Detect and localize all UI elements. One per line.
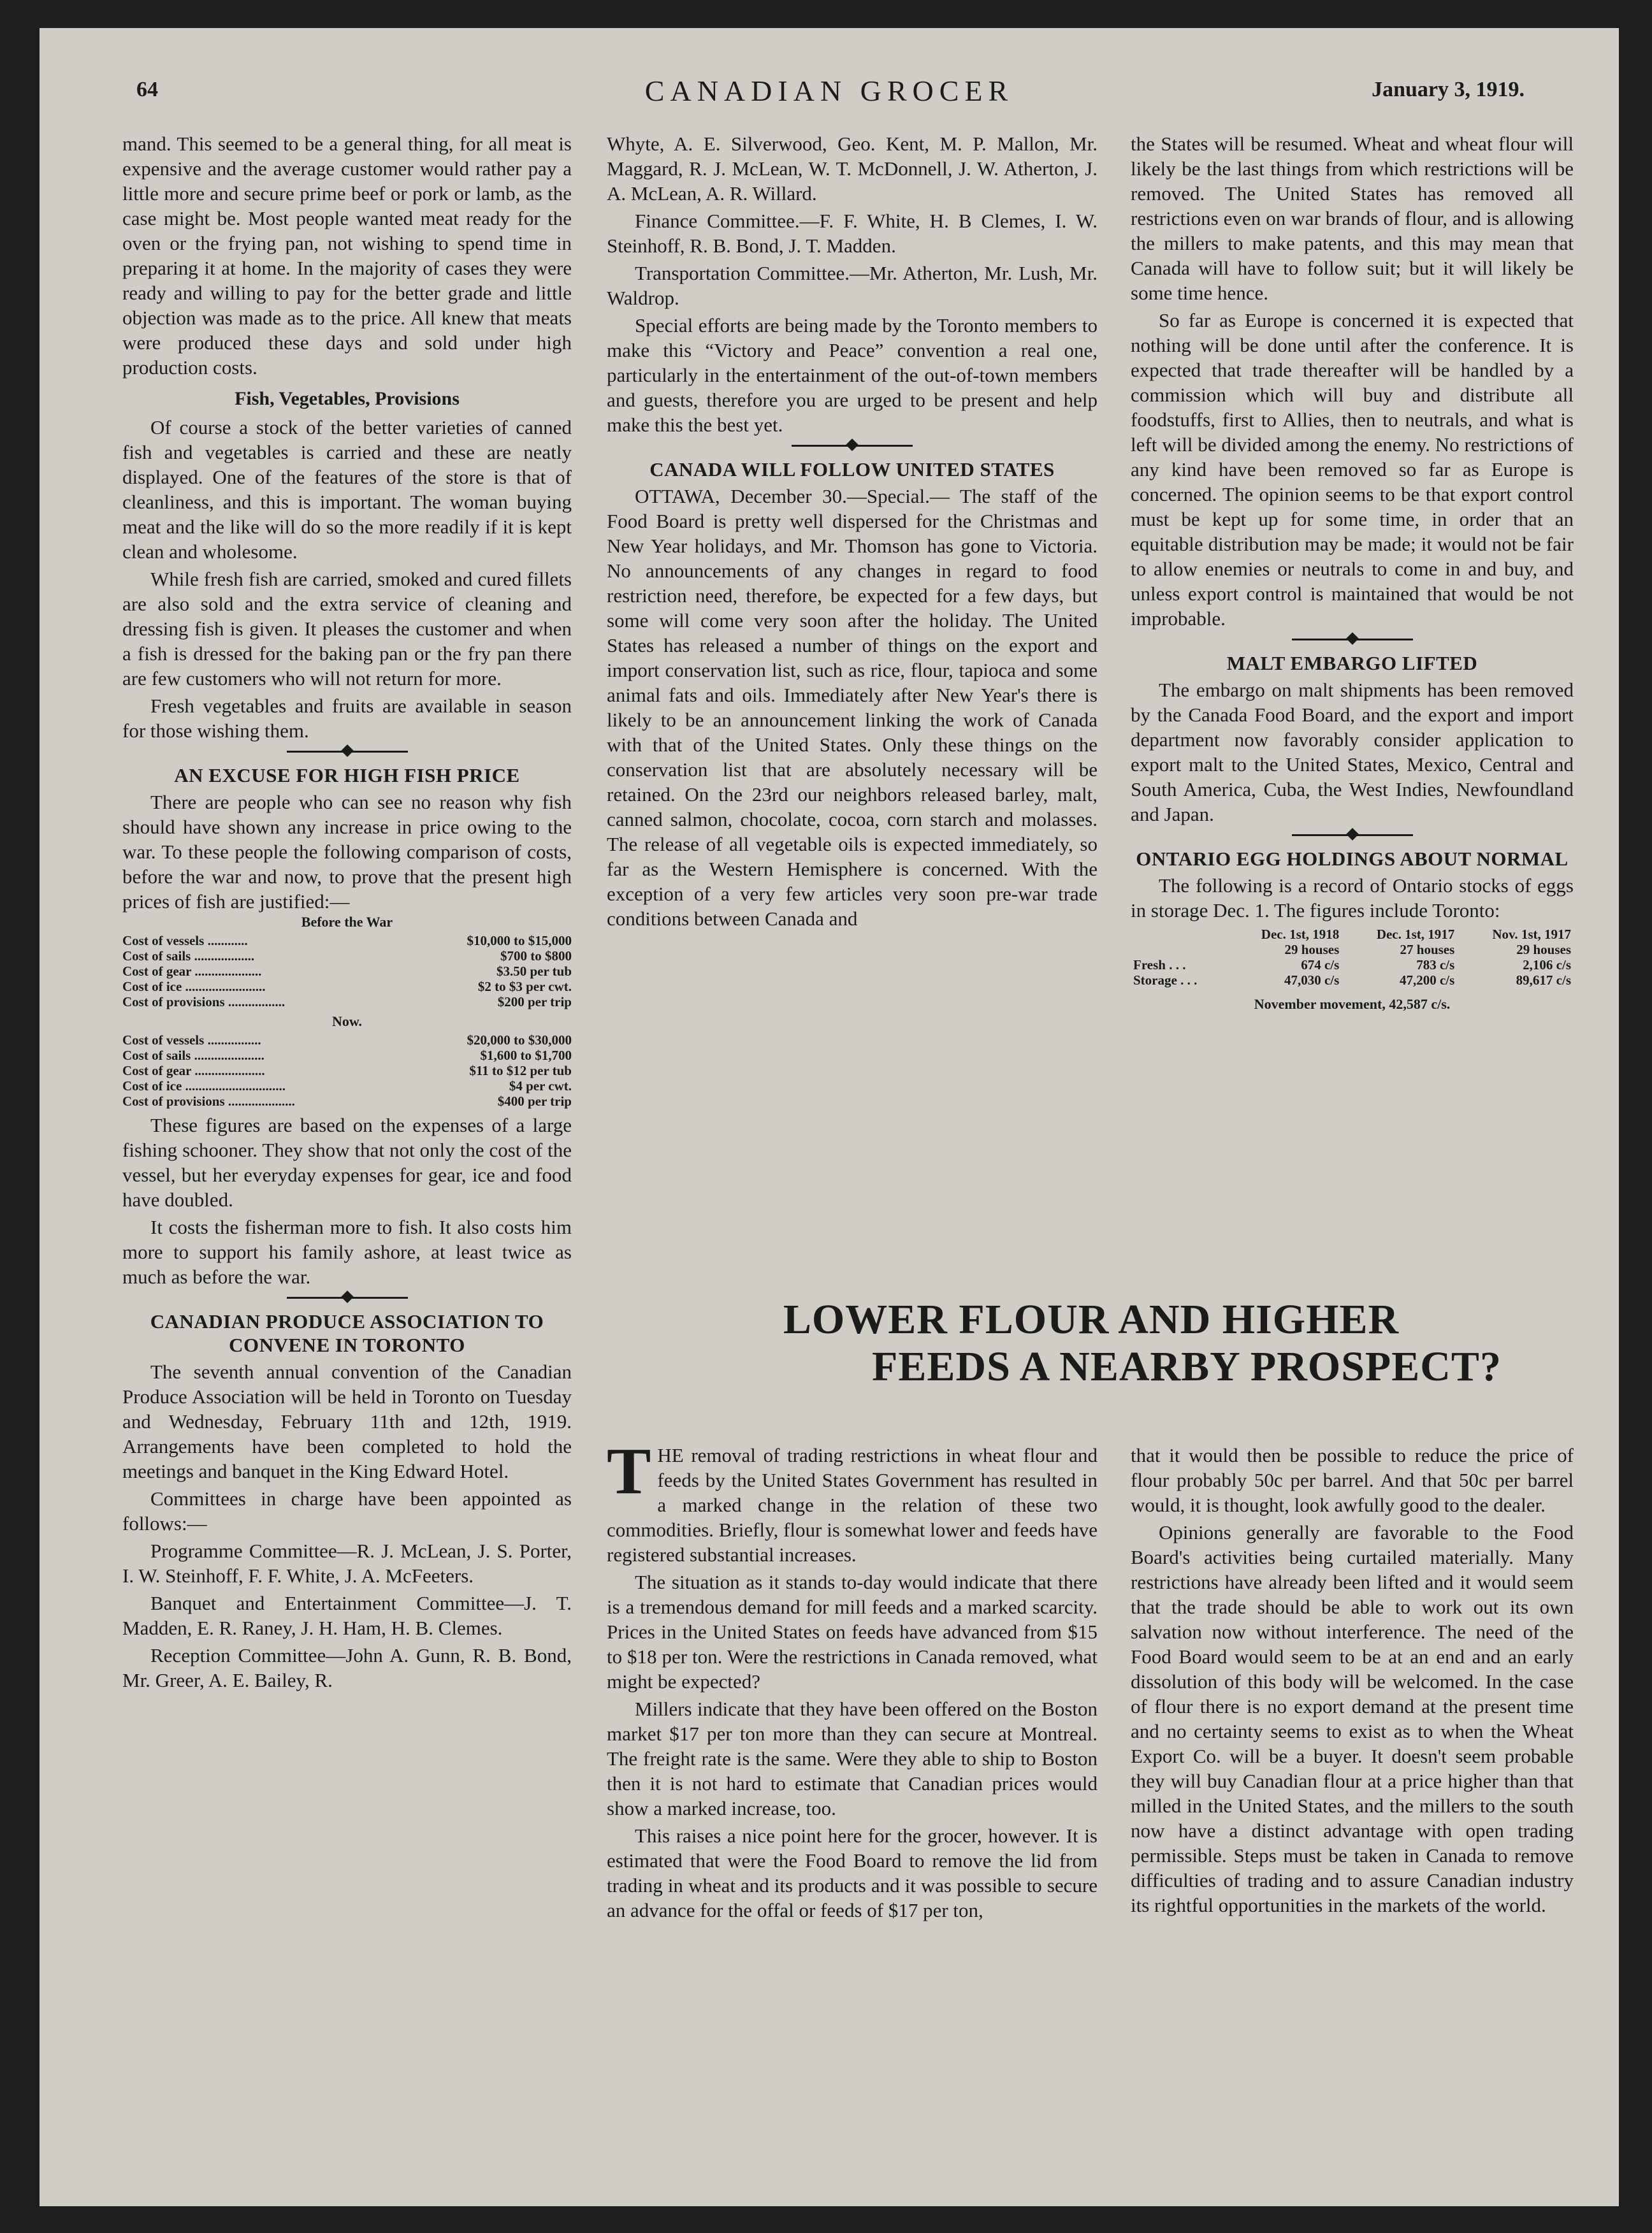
column-1 (122, 131, 572, 1693)
headline-line-1: LOWER FLOUR AND HIGHER (783, 1296, 1400, 1343)
table-header: Dec. 1st, 1917 (1376, 927, 1455, 942)
divider-rule (1131, 827, 1574, 843)
cost-item: Cost of vessels ................ (122, 1032, 261, 1048)
table-cell: 783 c/s (1416, 957, 1455, 972)
paragraph: Of course a stock of the better varieties of canned fish and vegetables is carried and these are neatly displayed. One of the features of the store is that of cleanliness, and this is important. The woman buying meat and the like will do so the more readily if it is kept clean and wholesome. (122, 416, 572, 563)
cost-value: $200 per trip (497, 994, 572, 1009)
paragraph: Special efforts are being made by the Toronto members to make this “Victory and Peace” convention a real one, particularly in the entertainment of the out-of-town members and guests, therefore you are urged to be present and help make this the best yet. (607, 314, 1098, 436)
cost-value: $3.50 per tub (496, 964, 572, 979)
table-cell: 29 houses (1516, 942, 1571, 957)
cost-value: $4 per cwt. (509, 1078, 572, 1094)
cost-item: Cost of provisions ................. (122, 994, 286, 1009)
article-headline: CANADA WILL FOLLOW UNITED STATES (649, 458, 1055, 481)
table-cell (1131, 942, 1226, 957)
paragraph: Banquet and Entertainment Committee—J. T. Madden, E. R. Raney, J. H. Ham, H. B. Clemes. (122, 1592, 572, 1639)
paragraph: Whyte, A. E. Silverwood, Geo. Kent, M. P. Mallon, Mr. Maggard, R. J. McLean, W. T. McDonnell, J. W. Atherton, J. A. McLean, A. R. Willard. (607, 133, 1098, 205)
table-cell: 2,106 c/s (1523, 957, 1571, 972)
paragraph (607, 1434, 1098, 1567)
table-row (122, 1032, 572, 1048)
cost-item: Cost of ice ........................ (122, 979, 266, 994)
article-headline: ONTARIO EGG HOLDINGS ABOUT NORMAL (1136, 848, 1569, 870)
paragraph: The following is a record of Ontario stocks of eggs in storage Dec. 1. The figures include Toronto: (1131, 874, 1574, 921)
paragraph: Transportation Committee.—Mr. Atherton, Mr. Lush, Mr. Waldrop. (607, 262, 1098, 309)
feature-headline (594, 1296, 1588, 1391)
paragraph: Reception Committee—John A. Gunn, R. B. Bond, Mr. Greer, A. E. Bailey, R. (122, 1644, 572, 1691)
headline-line-2: FEEDS A NEARBY PROSPECT? (872, 1343, 1502, 1390)
divider-rule (1131, 631, 1574, 647)
table-cell: 89,617 c/s (1516, 972, 1571, 988)
table-cell: 47,030 c/s (1284, 972, 1340, 988)
paragraph: mand. This seemed to be a general thing, for all meat is expensive and the average customer would rather pay a little more and secure prime beef or pork or lamb, as the case might be. Most people wanted meat ready for the oven or the frying pan, not wishing to spend time in preparing it at home. In the majority of cases they were ready and willing to pay for the better grade and little objection was made as to the price. All knew that meats were produced these days and sold under high production costs. (122, 133, 572, 379)
cost-item: Cost of vessels ............ (122, 933, 248, 948)
table-header: Nov. 1st, 1917 (1492, 927, 1571, 942)
paragraph: Programme Committee—R. J. McLean, J. S. Porter, I. W. Steinhoff, F. F. White, J. A. McFeeters. (122, 1540, 572, 1587)
table-header-row (1131, 927, 1574, 942)
table-row (1131, 972, 1574, 988)
table-row (122, 979, 572, 994)
column-3 (1131, 131, 1574, 1016)
paragraph: The embargo on malt shipments has been removed by the Canada Food Board, and the export and import department now favorably consider application to export malt to the United States, Mexico, Central and South America, Cuba, the West Indies, Newfoundland and Japan. (1131, 679, 1574, 825)
feature-column-1 (607, 1434, 1098, 1923)
cost-value: $1,600 to $1,700 (480, 1048, 572, 1063)
drop-cap: T (607, 1434, 651, 1508)
cost-value: $20,000 to $30,000 (467, 1032, 572, 1048)
page-number: 64 (136, 78, 158, 101)
cost-value: $10,000 to $15,000 (467, 933, 572, 948)
table-row (122, 948, 572, 964)
paragraph: So far as Europe is concerned it is expected that nothing will be done until after the conference. It is expected that trade thereafter will be handled by a commission which will buy and distribute all foodstuffs, first to Allies, then to neutrals, and what is left will be divided among the enemy. No restrictions of any kind have been removed so far as Europe is concerned. The opinion seems to be that export control must be kept up for some time, in order that an equitable distribution may be made; it would not be fair to allow enemies or neutrals to come in and buy, and unless export control is maintained that would be not improbable. (1131, 309, 1574, 630)
paragraph: These figures are based on the expenses of a large fishing schooner. They show that not only the cost of the vessel, but her everyday expenses for gear, ice and food have doubled. (122, 1114, 572, 1211)
article-headline: MALT EMBARGO LIFTED (1226, 652, 1478, 674)
paragraph: While fresh fish are carried, smoked and cured fillets are also sold and the extra service of cleaning and dressing fish is given. It pleases the customer and when a fish is dressed for the baking pan or the fry pan there are few customers who will not return for more. (122, 568, 572, 690)
paragraph: the States will be resumed. Wheat and wheat flour will likely be the last things from which restrictions will be removed. The United States has removed all restrictions even on war brands of flour, and is allowing the millers to make patents, and this may mean that Canada will have to follow suit; but it will likely be some time hence. (1131, 133, 1574, 304)
cost-table-now (122, 1032, 572, 1109)
table-caption: Now. (331, 1013, 363, 1029)
newspaper-page (40, 28, 1619, 2206)
paragraph: Opinions generally are favorable to the Food Board's activities being curtailed materially. Many restrictions have already been lifted and it would seem that the trade should be able to work out its own salvation now without interference. The need of the Food Board would seem to be at an end and an early dissolution of this body will be welcomed. In the case of flour there is no export demand at the present time and no certainty seems to exist as to when the Wheat Export Co. will be a buyer. It doesn't seem probable they will buy Canadian flour at a price higher than that milled in the United States, and the millers to the south now have a distinct advantage with open trading permissible. Steps must be taken in Canada to remove difficulties of trading and to assure Canadian industry its rightful opportunities in the markets of the world. (1131, 1521, 1574, 1916)
page-header (40, 75, 1619, 129)
paragraph: Fresh vegetables and fruits are available in season for those wishing them. (122, 695, 572, 742)
paragraph-text: HE removal of trading restrictions in wheat flour and feeds by the United States Government has resulted in a marked change in the relation of these two commodities. Briefly, flour is somewhat lower and feeds have registered substantial increases. (607, 1444, 1098, 1566)
table-note: November movement, 42,587 c/s. (1254, 996, 1451, 1012)
table-row (122, 994, 572, 1009)
paragraph: that it would then be possible to reduce the price of flour probably 50c per barrel. And that 50c per barrel would, it is thought, look awfully good to the dealer. (1131, 1444, 1574, 1516)
paragraph: There are people who can see no reason why fish should have shown any increase in price owing to the war. To these people the following comparison of costs, before the war and now, to prove that the present high prices of fish are justified:— (122, 791, 572, 913)
table-row (122, 1094, 572, 1109)
article-headline: AN EXCUSE FOR HIGH FISH PRICE (174, 764, 520, 786)
table-row (122, 933, 572, 948)
table-cell: 27 houses (1400, 942, 1455, 957)
section-heading: Fish, Vegetables, Provisions (235, 388, 460, 409)
paragraph: OTTAWA, December 30.—Special.— The staff of the Food Board is pretty well dispersed for the Christmas and New Year holidays, and Mr. Thomson has gone to Victoria. No announcements of any changes in regard to food restriction need, therefore, be expected for a few days, but some will come very soon after the holiday. The United States has released a number of things on the export and import conservation list, such as rice, flour, tapioca and some animal fats and oils. Immediately after New Year's there is likely to be an announcement linking the work of Canada with that of the United States. Only these things on the conservation list that are absolutely necessary will be retained. On the 23rd our neighbors released barley, malt, canned salmon, chocolate, cocoa, corn starch and molasses. The release of all vegetable oils is expected immediately, so far as the Western Hemisphere is concerned. With the exception of a very few articles very soon pre-war trade conditions between Canada and (607, 485, 1098, 930)
feature-column-2 (1131, 1443, 1574, 1918)
table-row (1131, 957, 1574, 972)
cost-item: Cost of gear .................... (122, 964, 262, 979)
divider-rule (122, 1289, 572, 1306)
cost-item: Cost of sails .................. (122, 948, 255, 964)
cost-item: Cost of provisions .................... (122, 1094, 295, 1109)
paragraph: The seventh annual convention of the Canadian Produce Association will be held in Toronto on Tuesday and Wednesday, February 11th and 12th, 1919. Arrangements have been completed to hold the meetings and banquet in the King Edward Hotel. (122, 1361, 572, 1482)
masthead: CANADIAN GROCER (644, 75, 1014, 107)
divider-rule (607, 437, 1098, 454)
paragraph: Committees in charge have been appointed as follows:— (122, 1487, 572, 1535)
table-cell: 29 houses (1284, 942, 1340, 957)
cost-item: Cost of ice .............................. (122, 1078, 286, 1094)
table-cell: Storage . . . (1133, 972, 1198, 988)
table-row (122, 1063, 572, 1078)
column-2 (607, 131, 1098, 931)
paragraph: Millers indicate that they have been offered on the Boston market $17 per ton more than they can secure at Montreal. The freight rate is the same. Were they able to ship to Boston then it is not hard to estimate that Canadian prices would show a marked increase, too. (607, 1698, 1098, 1819)
cost-item: Cost of sails ..................... (122, 1048, 264, 1063)
cost-item: Cost of gear ..................... (122, 1063, 265, 1078)
table-cell: 47,200 c/s (1399, 972, 1455, 988)
paragraph: The situation as it stands to-day would indicate that there is a tremendous demand for mill feeds and a marked scarcity. Prices in the United States on feeds have advanced from $15 to $18 per ton. Were the restrictions in Canada removed, what might be expected? (607, 1571, 1098, 1693)
egg-holdings-table (1131, 927, 1574, 988)
paragraph: Finance Committee.—F. F. White, H. B Clemes, I. W. Steinhoff, R. B. Bond, J. T. Madden. (607, 210, 1098, 257)
table-row (122, 1078, 572, 1094)
table-row (122, 1048, 572, 1063)
table-header: Dec. 1st, 1918 (1261, 927, 1340, 942)
cost-value: $700 to $800 (500, 948, 572, 964)
table-row (122, 964, 572, 979)
cost-value: $11 to $12 per tub (469, 1063, 572, 1078)
table-header (1131, 927, 1226, 942)
divider-rule (122, 743, 572, 760)
cost-value: $400 per trip (497, 1094, 572, 1109)
table-row (1131, 942, 1574, 957)
cost-table-before (122, 933, 572, 1009)
issue-date: January 3, 1919. (1372, 78, 1525, 101)
article-headline: CANADIAN PRODUCE ASSOCIATION TO CONVENE IN TORONTO (150, 1310, 544, 1356)
paragraph: This raises a nice point here for the grocer, however. It is estimated that were the Food Board to remove the lid from trading in wheat and its products and it was possible to secure an advance for the offal or feeds of $17 per ton, (607, 1825, 1098, 1921)
table-cell: 674 c/s (1301, 957, 1340, 972)
table-caption: Before the War (301, 914, 393, 930)
cost-value: $2 to $3 per cwt. (477, 979, 572, 994)
table-cell: Fresh . . . (1133, 957, 1186, 972)
paragraph: It costs the fisherman more to fish. It also costs him more to support his family ashore, at least twice as much as before the war. (122, 1216, 572, 1288)
